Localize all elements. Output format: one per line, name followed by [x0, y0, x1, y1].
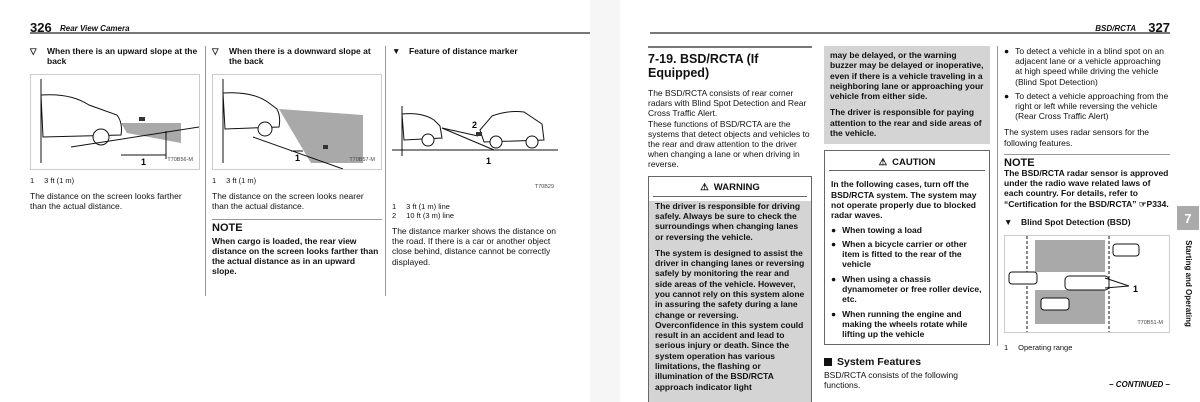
bullet-icon: ● — [831, 224, 837, 235]
chapter-tab: 7 — [1177, 206, 1199, 230]
bsd-rcta-caution-column — [824, 46, 990, 390]
distance-marker-heading: ▼ Feature of distance marker — [392, 46, 518, 56]
list-item: ● When running the engine and making the wheels rotate while lifting up the vehicle — [831, 308, 968, 340]
section-title: 7-19. BSD/RCTA (If Equipped) — [648, 46, 812, 80]
figure-label-2: 2 — [472, 120, 478, 130]
list-item: ● When a bicycle carrier or other item is fitted to the rear of the vehicle — [831, 238, 967, 270]
distance-marker-column — [392, 46, 560, 267]
figure-label-1: 1 — [486, 156, 492, 166]
caution-icon: ⚠ — [878, 156, 888, 168]
bsd-heading: ▼ Blind Spot Detection (BSD) — [1004, 216, 1131, 227]
figure-code: T70B51-M — [1137, 319, 1163, 326]
page-gutter — [590, 0, 620, 402]
system-features-text: BSD/RCTA consists of the following functions. — [824, 369, 959, 390]
column-divider — [385, 46, 386, 296]
radar-text: The system uses radar sensors for the following features. — [1004, 127, 1150, 148]
intro-text: These functions of BSD/RCTA are the systems that detect objects and vehicles to the rear and draw attention to the driver when changing a lane or when driving in reverse. — [648, 118, 810, 170]
upward-slope-figure — [30, 74, 200, 170]
right-page-header — [650, 20, 1170, 34]
page-number-right: 327 — [1148, 20, 1170, 35]
bsd-figure — [1004, 235, 1170, 333]
note-text: The BSD/RCTA radar sensor is approved under the radio wave related laws of each country. For details, refer to “Certification for the BSD/RCTA” ☞P334. — [1004, 168, 1169, 209]
list-item: ● When towing a load — [831, 224, 922, 235]
figure-code: T70B57-M — [349, 156, 375, 163]
bsd-features-column — [1004, 46, 1170, 352]
caution-body: In the following cases, turn off the BSD/RCTA system. The system may not operate properly due to blocked radar waves. ● When towing a load ● When a bicycle carrier or other item is fitted to the rear of the vehicle ● When using a chassis dynamometer or free roller device, etc. ● When running the engine and making the wheels rotate while lifting up the vehicle — [831, 179, 982, 340]
note-text: When cargo is loaded, the rear view distance on the screen looks farther than the actual distance as in an upward slope. — [212, 235, 379, 277]
bsd-rcta-intro-column — [648, 46, 812, 402]
upward-slope-heading: ▽ When there is an upward slope at the back — [30, 46, 198, 66]
triangle-outline-icon: ▽ — [212, 46, 219, 56]
warning-icon: ⚠ — [700, 182, 709, 194]
note-heading: NOTE — [212, 219, 382, 233]
header-title-left: Rear View Camera — [60, 24, 130, 33]
bullet-icon: ● — [1004, 90, 1010, 101]
distance-marker-figure — [392, 66, 560, 196]
figure-code: T70B56-M — [167, 156, 193, 163]
figure-caption: 1 Operating range — [1004, 342, 1073, 352]
list-item: ● To detect a vehicle in a blind spot on an adjacent lane or a vehicle approaching at high speed while driving the vehicle (Blind Spot Detection) — [1004, 46, 1164, 87]
body-text: The distance marker shows the distance on the road. If there is a car or another object close behind, distance cannot be correctly displayed. — [392, 226, 556, 267]
list-item: ● To detect a vehicle approaching from the right or left while reversing the vehicle (Rear Cross Traffic Alert) — [1004, 90, 1169, 122]
page-number-left: 326 — [30, 20, 52, 35]
downward-slope-column — [212, 46, 382, 276]
body-text: The distance on the screen looks farther than the actual distance. — [30, 191, 182, 212]
triangle-solid-icon: ▼ — [392, 46, 401, 56]
warning-header: ⚠ WARNING — [653, 181, 807, 197]
square-bullet-icon — [824, 358, 832, 366]
system-features-heading: System Features — [824, 357, 990, 367]
figure-caption: 1 3 ft (1 m) — [212, 176, 257, 185]
body-text: The distance on the screen looks nearer than the actual distance. — [212, 191, 364, 212]
figure-caption — [392, 202, 560, 220]
figure-label-1: 1 — [295, 153, 301, 163]
figure-label-1: 1 — [141, 157, 147, 167]
intro-text: The BSD/RCTA consists of rear corner radars with Blind Spot Detection and Rear Cross Traffic Alert. — [648, 88, 807, 119]
downward-slope-heading: ▽ When there is a downward slope at the back — [212, 46, 371, 66]
triangle-solid-icon: ▼ — [1004, 216, 1013, 227]
figure-code: T70B29 — [534, 183, 554, 190]
downward-slope-figure — [212, 74, 382, 170]
header-title-right: BSD/RCTA — [1095, 24, 1136, 33]
bullet-icon: ● — [1004, 46, 1010, 56]
list-item: ● When using a chassis dynamometer or free roller device, etc. — [831, 273, 982, 305]
warning-box — [648, 176, 812, 402]
upward-slope-column — [30, 46, 200, 211]
bullet-icon: ● — [831, 238, 837, 249]
distance-marker-illustration — [392, 66, 558, 194]
figure-caption: 1 3 ft (1 m) — [30, 176, 75, 185]
caution-header: ⚠ CAUTION — [829, 155, 985, 171]
caption-row: 2 10 ft (3 m) line — [392, 211, 455, 220]
caption-row: 1 3 ft (1 m) line — [392, 202, 450, 211]
chapter-tab-label: Starting and Operating — [1183, 239, 1193, 327]
triangle-outline-icon: ▽ — [30, 46, 37, 56]
column-divider — [205, 46, 206, 296]
note-heading: NOTE — [1004, 154, 1170, 168]
left-page-header — [30, 20, 590, 34]
bullet-icon: ● — [831, 273, 837, 284]
figure-label-1: 1 — [1133, 283, 1139, 294]
caution-box — [824, 150, 990, 344]
warning-body: The driver is responsible for driving safely. Always be sure to check the surroundings when changing lanes or reversing the vehicle. The system is designed to assist the driver in changing lanes or reversing safely by monitoring the rear and side areas of the vehicle. However, you cannot rely on this system alone in assuring the safety during a lane change or reversing. Overconfidence in this system could result in an accident and lead to serious injury or death. Since the system operation has various limitations, the flashing or illumination of the BSD/RCTA approach indicator light — [649, 201, 811, 402]
column-divider — [997, 46, 998, 346]
warning-continued: may be delayed, or the warning buzzer may be delayed or inoperative, even if there is a vehicle traveling in a neighboring lane or approaching your vehicle from either side. The driver is responsible for paying attention to the rear and side areas of the vehicle. — [824, 46, 990, 144]
bullet-icon: ● — [831, 308, 837, 319]
continued-label: – CONTINUED – — [1109, 380, 1170, 389]
